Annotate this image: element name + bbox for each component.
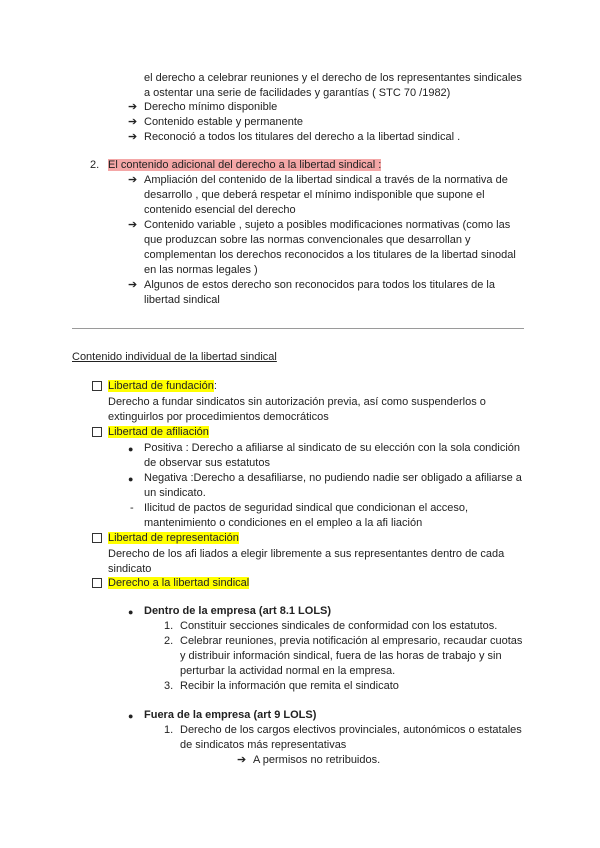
checkbox[interactable] (92, 533, 102, 543)
checkbox[interactable] (92, 427, 102, 437)
list-number: 1. (164, 620, 174, 632)
arrow-right-icon: ➔ (128, 174, 138, 186)
bullet-item-line: Ilicitud de pactos de seguridad sindical que condicionan el acceso, (144, 502, 469, 514)
paragraph-line: a ostentar una serie de facilidades y garantías ( STC 70 /1982) (144, 87, 451, 99)
checkbox[interactable] (92, 578, 102, 588)
bullet-item-line: un sindicato. (144, 487, 206, 499)
numbered-item-line: Constituir secciones sindicales de conformidad con los estatutos. (180, 620, 498, 632)
section-title: Contenido individual de la libertad sindical (72, 351, 277, 363)
arrow-item-line: Contenido variable , sujeto a posibles modificaciones normativas (como las (144, 219, 511, 231)
numbered-item-line: Recibir la información que remita el sindicato (180, 680, 399, 692)
bullet-item-line: Negativa :Derecho a desafiliarse, no pudiendo nadie ser obligado a afiliarse a (144, 472, 522, 484)
paragraph-line: Derecho de los afi liados a elegir libremente a sus representantes dentro de cada (108, 548, 505, 560)
paragraph-line: extinguirlos por procedimientos democráticos (108, 411, 329, 423)
arrow-item-line: en las normas legales ) (144, 264, 258, 276)
arrow-right-icon: ➔ (237, 754, 247, 766)
sub-heading-dentro: Dentro de la empresa (art 8.1 LOLS) (144, 605, 332, 617)
list-number: 2. (164, 635, 174, 647)
arrow-item-line: libertad sindical (144, 294, 220, 306)
bullet-icon: ● (128, 711, 134, 721)
list-number: 3. (164, 680, 174, 692)
arrow-item-line: complementan los derechos reconocidos a los titulares de la libertad sinodal (144, 249, 516, 261)
list-number: 1. (164, 724, 174, 736)
numbered-item-line: Celebrar reuniones, previa notificación al empresario, recaudar cuotas (180, 635, 523, 647)
arrow-right-icon: ➔ (128, 279, 138, 291)
checklist-label-libertad-sindical: Derecho a la libertad sindical (108, 577, 250, 589)
numbered-item-line: perturbar la actividad normal en la empresa. (180, 665, 396, 677)
section-heading-highlighted: El contenido adicional del derecho a la libertad sindical : (108, 159, 382, 171)
bullet-icon: ● (128, 607, 134, 617)
bullet-icon: ● (128, 444, 134, 454)
arrow-item: Reconoció a todos los titulares del derecho a la libertad sindical . (144, 131, 461, 143)
checklist-label-afiliacion: Libertad de afiliación (108, 426, 209, 438)
checklist-label-fundacion: Libertad de fundación (108, 380, 214, 392)
sub-arrow-item: A permisos no retribuidos. (253, 754, 381, 766)
arrow-right-icon: ➔ (128, 219, 138, 231)
checkbox[interactable] (92, 381, 102, 391)
arrow-right-icon: ➔ (128, 101, 138, 113)
label-suffix: : (213, 380, 217, 392)
arrow-item-line: Algunos de estos derecho son reconocidos para todos los titulares de la (144, 279, 495, 291)
dash-marker: - (130, 502, 134, 514)
arrow-right-icon: ➔ (128, 116, 138, 128)
sub-heading-fuera: Fuera de la empresa (art 9 LOLS) (144, 709, 317, 721)
arrow-item: Derecho mínimo disponible (144, 101, 278, 113)
arrow-item-line: Ampliación del contenido de la libertad sindical a través de la normativa de (144, 174, 508, 186)
arrow-item-line: que produzcan sobre las normas convencionales que desarrollan y (144, 234, 471, 246)
numbered-item-line: Derecho de los cargos electivos provinciales, autonómicos o estatales (180, 724, 522, 736)
paragraph-line: Derecho a fundar sindicatos sin autorización previa, así como suspenderlos o (108, 396, 486, 408)
arrow-item: Contenido estable y permanente (144, 116, 303, 128)
numbered-item-line: y distribuir información sindical, fuera de las horas de trabajo y sin (180, 650, 502, 662)
checklist-label-representacion: Libertad de representación (108, 532, 239, 544)
numbered-item-line: de sindicatos más representativas (180, 739, 347, 751)
bullet-item-line: de observar sus estatutos (144, 457, 270, 469)
arrow-item-line: contenido esencial del derecho (144, 204, 296, 216)
bullet-icon: ● (128, 474, 134, 484)
bullet-item-line: mantenimiento o condiciones en el empleo a la afi liación (144, 517, 423, 529)
paragraph-line: el derecho a celebrar reuniones y el derecho de los representantes sindicales (144, 72, 522, 84)
list-number: 2. (90, 159, 100, 171)
arrow-item-line: desarrollo , que deberá respetar el mínimo indisponible que supone el (144, 189, 485, 201)
horizontal-divider (72, 328, 524, 329)
bullet-item-line: Positiva : Derecho a afiliarse al sindicato de su elección con la sola condición (144, 442, 521, 454)
arrow-right-icon: ➔ (128, 131, 138, 143)
paragraph-line: sindicato (108, 563, 152, 575)
